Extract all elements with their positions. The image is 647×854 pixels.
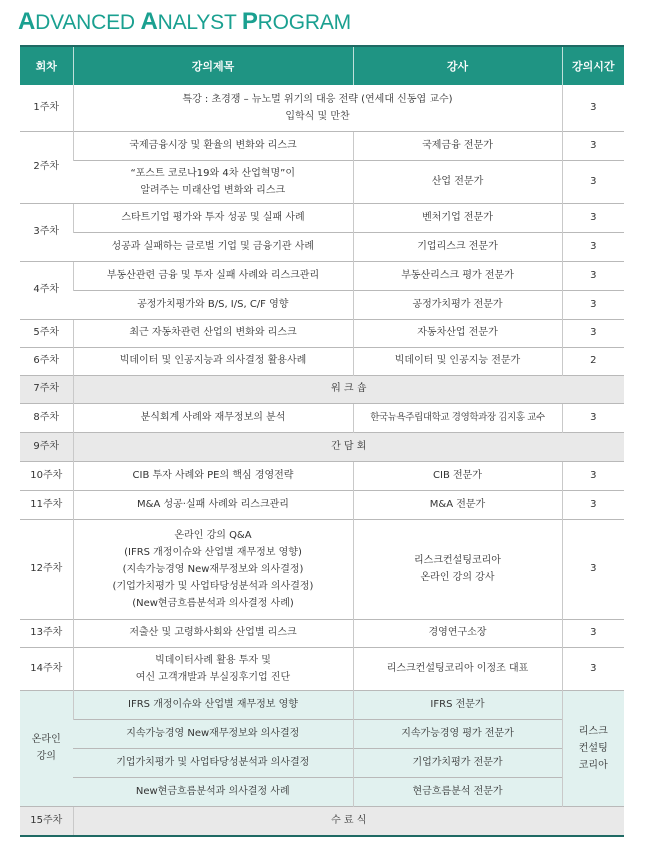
header-week: 회차: [20, 46, 73, 85]
hours-cell: 3: [562, 519, 624, 619]
table-row: [20, 748, 624, 777]
lecture-title-cell: 스타트기업 평가와 투자 성공 및 실패 사례: [73, 203, 353, 232]
table-row: [20, 777, 624, 806]
table-header-row: [20, 46, 624, 85]
instructor-cell: 현금흐름분석 전문가: [353, 777, 562, 806]
hours-cell: 3: [562, 619, 624, 647]
header-lecture-title: 강의제목: [73, 46, 353, 85]
table-row: [20, 261, 624, 290]
lecture-title-cell: IFRS 개정이슈와 산업별 재무정보 영향: [73, 690, 353, 719]
lecture-title-cell: “포스트 코로나19와 4차 산업혁명”이 알려주는 미래산업 변화와 리스크: [73, 160, 353, 203]
table-row: [20, 347, 624, 375]
table-row: [20, 619, 624, 647]
instructor-cell: IFRS 전문가: [353, 690, 562, 719]
hours-cell: 3: [562, 261, 624, 290]
hours-cell: 3: [562, 85, 624, 131]
table-row: [20, 403, 624, 432]
week-cell: 12주차: [20, 519, 73, 619]
week-cell: 2주차: [20, 131, 73, 203]
table-row: [20, 461, 624, 490]
week-cell: 13주차: [20, 619, 73, 647]
table-row: [20, 432, 624, 461]
table-row: [20, 85, 624, 131]
week-cell: 7주차: [20, 375, 73, 403]
table-row: [20, 719, 624, 748]
lecture-title-cell: CIB 투자 사례와 PE의 핵심 경영전략: [73, 461, 353, 490]
event-cell: 간 담 회: [73, 432, 624, 461]
instructor-cell: 리스크컨설팅코리아 이정조 대표: [353, 647, 562, 690]
lecture-title-cell: 국제금융시장 및 환율의 변화와 리스크: [73, 131, 353, 160]
lecture-title-cell: 빅데이터 및 인공지능과 의사결정 활용사례: [73, 347, 353, 375]
instructor-cell: 한국뉴욕주립대학교 경영학과장 김지홍 교수: [353, 403, 562, 432]
lecture-title-cell: 기업가치평가 및 사업타당성분석과 의사결정: [73, 748, 353, 777]
lecture-title-cell: 성공과 실패하는 글로벌 기업 및 금융기관 사례: [73, 232, 353, 261]
instructor-cell: 국제금융 전문가: [353, 131, 562, 160]
lecture-title-cell: 최근 자동차관련 산업의 변화와 리스크: [73, 319, 353, 347]
instructor-cell: 공정가치평가 전문가: [353, 290, 562, 319]
week-cell: 3주차: [20, 203, 73, 261]
week-cell: 11주차: [20, 490, 73, 519]
week-cell: 1주차: [33, 101, 60, 113]
table-row: [20, 131, 624, 160]
instructor-cell: 자동차산업 전문가: [353, 319, 562, 347]
table-row: [20, 490, 624, 519]
week-cell: 10주차: [20, 461, 73, 490]
lecture-title-cell: 지속가능경영 New재무정보와 의사결정: [73, 719, 353, 748]
instructor-cell: 빅데이터 및 인공지능 전문가: [353, 347, 562, 375]
event-cell: 수 료 식: [73, 806, 624, 836]
instructor-cell: 리스크컨설팅코리아 온라인 강의 강사: [353, 519, 562, 619]
week-cell: 8주차: [20, 403, 73, 432]
instructor-cell: 벤처기업 전문가: [353, 203, 562, 232]
table-row: [20, 519, 624, 619]
hours-cell: 3: [562, 203, 624, 232]
hours-cell: 3: [562, 461, 624, 490]
week-cell: 15주차: [20, 806, 73, 836]
instructor-cell: CIB 전문가: [353, 461, 562, 490]
header-instructor: 강사: [353, 46, 562, 85]
week-cell: 4주차: [20, 261, 73, 319]
lecture-title-cell: 빅데이터사례 활용 투자 및 여신 고객개발과 부실징후기업 진단: [73, 647, 353, 690]
table-row: [20, 290, 624, 319]
lecture-title-cell: 특강 : 초경쟁 – 뉴노멀 위기의 대응 전략 (연세대 신동엽 교수) 입학식 및 만찬: [73, 85, 562, 131]
week-cell: 9주차: [20, 432, 73, 461]
hours-cell: 3: [562, 647, 624, 690]
lecture-title-cell: 공정가치평가와 B/S, I/S, C/F 영향: [73, 290, 353, 319]
week-cell: 14주차: [20, 647, 73, 690]
hours-cell: 3: [562, 490, 624, 519]
event-cell: 워 크 숍: [73, 375, 624, 403]
lecture-title-cell: M&A 성공·실패 사례와 리스크관리: [73, 490, 353, 519]
week-cell: 온라인 강의: [20, 690, 73, 806]
lecture-title-cell: 저출산 및 고령화사회와 산업별 리스크: [73, 619, 353, 647]
lecture-title-cell: 부동산관련 금융 및 투자 실패 사례와 리스크관리: [73, 261, 353, 290]
instructor-cell: 기업리스크 전문가: [353, 232, 562, 261]
curriculum-table: [20, 45, 624, 837]
hours-cell: 3: [562, 131, 624, 160]
header-lecture-hours: 강의시간: [562, 46, 624, 85]
hours-cell: 3: [562, 290, 624, 319]
table-row: [20, 806, 624, 836]
week-cell: 6주차: [20, 347, 73, 375]
hours-cell: 3: [562, 232, 624, 261]
instructor-cell: 기업가치평가 전문가: [353, 748, 562, 777]
program-title: ADVANCED ANALYST PROGRAM: [18, 8, 351, 35]
instructor-cell: 경영연구소장: [353, 619, 562, 647]
hours-cell: 3: [562, 319, 624, 347]
instructor-cell: 산업 전문가: [353, 160, 562, 203]
table-row: [20, 203, 624, 232]
table-row: [20, 690, 624, 719]
hours-cell: 3: [562, 403, 624, 432]
table-row: [20, 375, 624, 403]
table-row: [20, 232, 624, 261]
instructor-cell: M&A 전문가: [353, 490, 562, 519]
lecture-title-cell: New현금흐름분석과 의사결정 사례: [73, 777, 353, 806]
hours-cell: 3: [562, 160, 624, 203]
week-cell: 5주차: [20, 319, 73, 347]
hours-cell: 2: [562, 347, 624, 375]
instructor-cell: 부동산리스크 평가 전문가: [353, 261, 562, 290]
provider-cell: 리스크 컨설팅 코리아: [562, 690, 624, 806]
lecture-title-cell: 분식회계 사례와 재무정보의 분석: [73, 403, 353, 432]
table-row: [20, 160, 624, 203]
table-row: [20, 319, 624, 347]
instructor-cell: 지속가능경영 평가 전문가: [353, 719, 562, 748]
table-row: [20, 647, 624, 690]
lecture-title-cell: 온라인 강의 Q&A (IFRS 개정이슈와 산업별 재무정보 영향) (지속가능경영 New재무정보와 의사결정) (기업가치평가 및 사업타당성분석과 의사결정) (New현금흐름분석과 의사결정 사례): [73, 519, 353, 619]
